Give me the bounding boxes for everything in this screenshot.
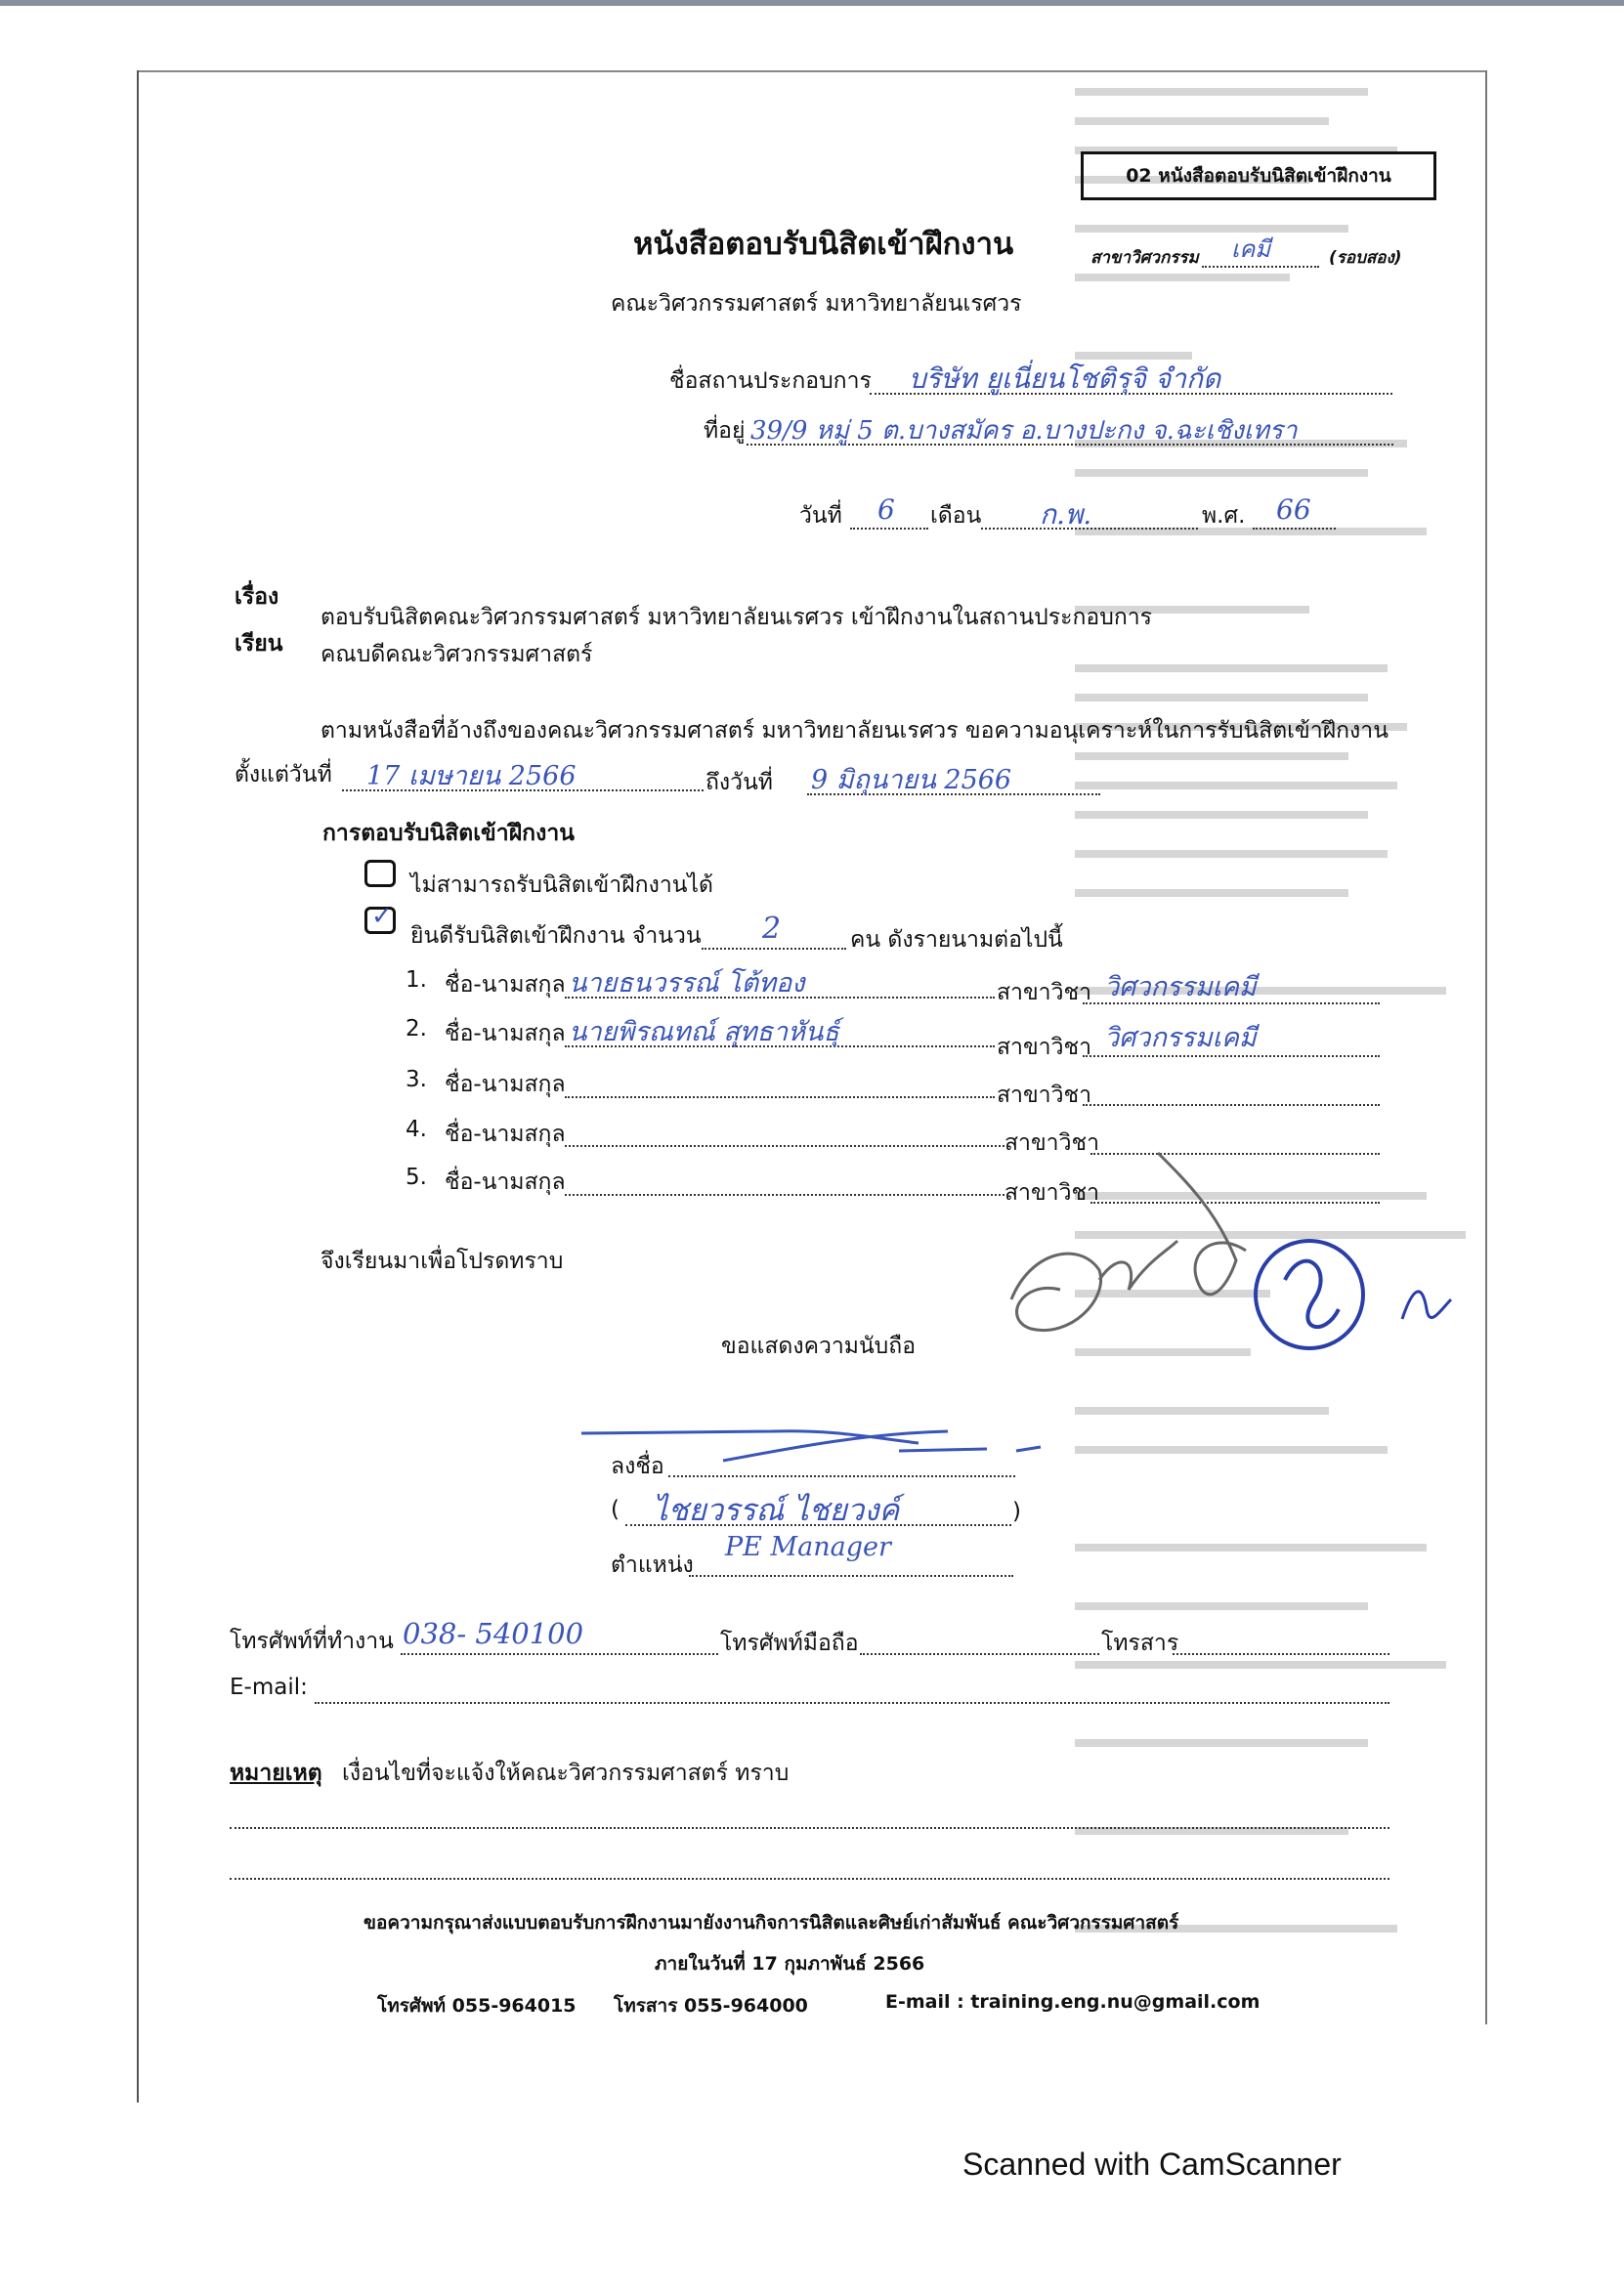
date-year-label: พ.ศ. (1202, 503, 1246, 529)
note-label: หมายเหตุ (230, 1761, 322, 1786)
position-value: PE Manager (725, 1532, 891, 1562)
footer-email: E-mail : training.eng.nu@gmail.com (885, 1991, 1261, 2013)
paper-edge-left (137, 70, 139, 2103)
body-text: ตามหนังสือที่อ้างถึงของคณะวิศวกรรมศาสตร์ มหาวิทยาลัยนเรศวร ขอความอนุเคราะห์ในการรับนิสิตเข้าฝึกงาน (321, 718, 1389, 744)
student-2-number: 2. (406, 1016, 427, 1042)
salutation-label: เรียน (235, 631, 283, 657)
student-5-name-label: ชื่อ-นามสกุล (445, 1169, 566, 1195)
student-2-major-label: สาขาวิชา (997, 1035, 1092, 1060)
scan-edge (0, 0, 1624, 6)
date-year-value: 66 (1276, 493, 1311, 526)
faculty-subtitle: คณะวิศวกรรมศาสตร์ มหาวิทยาลัยนเรศวร (611, 291, 1022, 317)
work-phone-label: โทรศัพท์ที่ทำงาน (230, 1629, 394, 1654)
document-tag: 02 หนังสือตอบรับนิสิตเข้าฝึกงาน (1081, 151, 1436, 200)
period-from-value: 17 เมษายน 2566 (366, 761, 577, 791)
subject-label: เรื่อง (235, 584, 279, 610)
student-1-name-label: ชื่อ-นามสกุล (445, 972, 566, 998)
branch-label: สาขาวิศวกรรม (1090, 248, 1199, 268)
student-5-major-label: สาขาวิชา (1004, 1180, 1100, 1206)
branch-value: เคมี (1231, 235, 1271, 263)
position-label: ตำแหน่ง (611, 1552, 694, 1578)
fax-label: โทรสาร (1101, 1631, 1179, 1656)
mobile-label: โทรศัพท์มือถือ (720, 1631, 859, 1656)
accept-checkbox[interactable] (364, 907, 396, 934)
initials-and-stamp (992, 1143, 1461, 1397)
student-5-number: 5. (406, 1165, 427, 1190)
student-2-name: นายพิรณทณ์ สุทธาหันธุ์ (569, 1017, 839, 1047)
date-day-label: วันที่ (799, 503, 842, 529)
closing-text: จึงเรียนมาเพื่อโปรดทราบ (321, 1249, 564, 1274)
accept-option-suffix: คน ดังรายนามต่อไปนี้ (850, 927, 1063, 953)
address-value: 39/9 หมู่ 5 ต.บางสมัคร อ.บางปะกง จ.ฉะเชิงเทรา (750, 416, 1298, 446)
company-value: บริษัท ยูเนี่ยนโชติรุจิ จำกัด (909, 362, 1221, 395)
student-1-name: นายธนวรรณ์ โต้ทอง (569, 968, 805, 999)
student-4-name-label: ชื่อ-นามสกุล (445, 1122, 566, 1147)
branch-round: (รอบสอง) (1329, 248, 1402, 268)
period-to-label: ถึงวันที่ (705, 770, 773, 795)
signatory-name: ไชยวรรณ์ ไชยวงค์ (653, 1493, 900, 1528)
paper-edge-top (137, 70, 1485, 72)
student-4-major-label: สาขาวิชา (1004, 1130, 1100, 1156)
subject-text: ตอบรับนิสิตคณะวิศวกรรมศาสตร์ มหาวิทยาลัยนเรศวร เข้าฝึกงานในสถานประกอบการ (321, 605, 1153, 630)
date-month-label: เดือน (930, 503, 982, 529)
reject-checkbox[interactable] (364, 860, 396, 887)
address-label: ที่อยู่ (704, 418, 746, 444)
footer-phone: โทรศัพท์ 055-964015 (377, 1995, 577, 2017)
period-from-label: ตั้งแต่วันที่ (235, 762, 332, 787)
document-title: หนังสือตอบรับนิสิตเข้าฝึกงาน (633, 227, 1014, 262)
accept-option-label: ยินดีรับนิสิตเข้าฝึกงาน จำนวน (410, 923, 702, 949)
acceptance-heading: การตอบรับนิสิตเข้าฝึกงาน (322, 821, 575, 846)
student-1-number: 1. (406, 967, 427, 993)
student-2-name-label: ชื่อ-นามสกุล (445, 1021, 566, 1046)
signature-scribble (577, 1422, 1046, 1480)
accept-count: 2 (762, 912, 782, 946)
work-phone-value: 038- 540100 (403, 1617, 584, 1650)
student-3-number: 3. (406, 1067, 427, 1092)
sign-close-paren: ) (1012, 1499, 1021, 1524)
period-to-value: 9 มิถุนายน 2566 (811, 765, 1012, 795)
email-label: E-mail: (230, 1675, 308, 1700)
reject-option-label: ไม่สามารถรับนิสิตเข้าฝึกงานได้ (410, 872, 713, 898)
student-4-number: 4. (406, 1117, 427, 1142)
date-month-value: ก.พ. (1040, 498, 1092, 531)
date-day-value: 6 (877, 493, 895, 526)
salutation-text: คณบดีคณะวิศวกรรมศาสตร์ (321, 642, 593, 667)
regards-text: ขอแสดงความนับถือ (721, 1334, 917, 1359)
student-1-major: วิศวกรรมเคมี (1104, 972, 1257, 1002)
sign-open-paren: ( (611, 1497, 620, 1522)
footer-deadline: ภายในวันที่ 17 กุมภาพันธ์ 2566 (655, 1953, 925, 1975)
camscanner-watermark: Scanned with CamScanner (962, 2147, 1342, 2182)
note-text: เงื่อนไขที่จะแจ้งให้คณะวิศวกรรมศาสตร์ ทราบ (342, 1761, 790, 1786)
footer-fax: โทรสาร 055-964000 (614, 1995, 808, 2017)
sign-label: ลงชื่อ (611, 1454, 664, 1479)
student-2-major: วิศวกรรมเคมี (1104, 1023, 1257, 1053)
student-1-major-label: สาขาวิชา (997, 980, 1092, 1005)
student-3-name-label: ชื่อ-นามสกุล (445, 1072, 566, 1097)
footer-instruction: ขอความกรุณาส่งแบบตอบรับการฝึกงานมายังงานกิจการนิสิตและศิษย์เก่าสัมพันธ์ คณะวิศวกรรมศาสตร์ (363, 1912, 1179, 1934)
company-label: ชื่อสถานประกอบการ (669, 368, 872, 394)
student-3-major-label: สาขาวิชา (997, 1083, 1092, 1108)
